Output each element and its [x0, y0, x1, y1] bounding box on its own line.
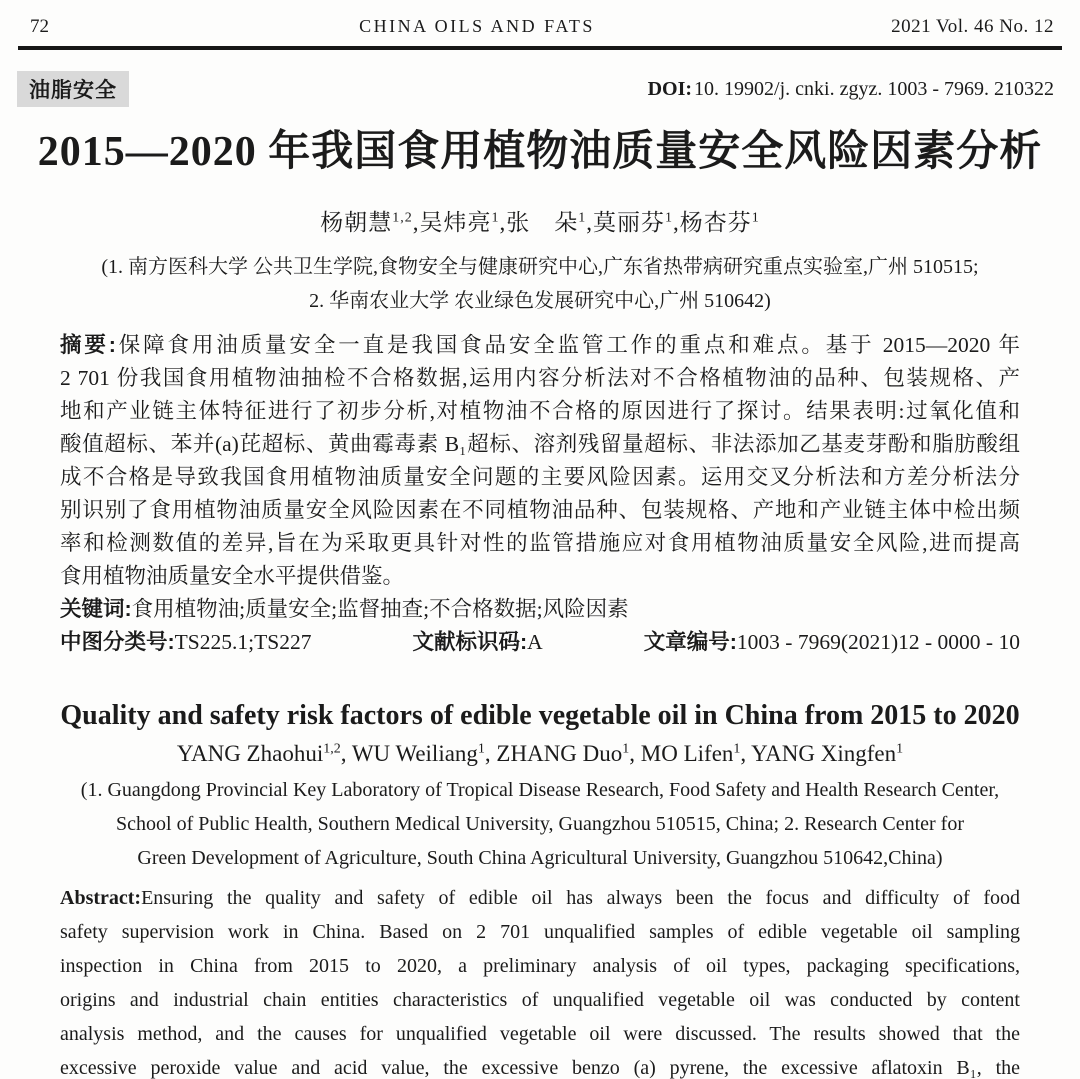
abstract-last-line-cn: 食用植物油质量安全水平提供借鉴。 — [60, 563, 405, 588]
authors-en: YANG Zhaohui$^{1,2}$, WU Weiliang$^1$, ZHANG Duo$^1$, MO Lifen$^1$, YANG Xingfen$^1$ — [176, 741, 904, 767]
article-id-label: 文章编号: — [643, 629, 737, 654]
header-rule — [18, 46, 1062, 50]
clc-row — [60, 626, 1020, 659]
article-title-cn: 2015—2020 年我国食用植物油质量安全风险因素分析 — [37, 129, 1043, 175]
doi — [648, 78, 1054, 101]
author: MO Lifen$^1$ — [640, 741, 741, 767]
keywords-text: 食用植物油;质量安全;监督抽查;不合格数据;风险因素 — [131, 596, 629, 621]
clc-number — [60, 626, 311, 659]
authors-cn: 杨朝慧$^{1,2}$,吴炜亮$^1$,张 朵$^1$,莫丽芬$^1$,杨杏芬$^1$ — [320, 209, 760, 235]
doi-label: DOI: — [647, 77, 693, 100]
author: 吴炜亮$^1$ — [419, 209, 500, 235]
text-line: (1. Guangdong Provincial Key Laboratory of Tropical Disease Research, Food Safety and Health Research Center, — [80, 779, 1000, 802]
text-line: 2. 华南农业大学 农业绿色发展研究中心,广州 510642) — [309, 289, 771, 312]
article-id — [644, 626, 1020, 659]
author: 杨朝慧$^{1,2}$ — [320, 209, 413, 235]
text-line: 地和产业链主体特征进行了初步分析,对植物油不合格的原因进行了探讨。结果表明:过氧化值和 — [60, 398, 1020, 423]
abstract-text-cn: 保障食用油质量安全一直是我国食品安全监管工作的重点和难点。基于 2015—2020 年 — [115, 332, 1020, 357]
keywords-label: 关键词: — [60, 596, 132, 621]
badge-doi-row — [17, 71, 1054, 107]
text-line: origins and industrial chain entities characteristics of unqualified vegetable oil was conducted by content — [60, 989, 1020, 1012]
issue-info: 2021 Vol. 46 No. 12 — [891, 16, 1054, 37]
document-code — [413, 626, 543, 659]
text-line: School of Public Health, Southern Medical University, Guangzhou 510515, China; 2. Research Center for — [116, 813, 964, 836]
article-title-en: Quality and safety risk factors of edible vegetable oil in China from 2015 to 2020 — [60, 699, 1020, 731]
author: WU Weiliang$^1$ — [351, 741, 485, 767]
affiliation-en — [0, 773, 1080, 875]
text-line: 率和检测数值的差异,旨在为采取更具针对性的监管措施应对食用植物油质量安全风险,进而提高 — [60, 530, 1020, 555]
abstract-text-en: Ensuring the quality and safety of edible oil has always been the focus and difficulty of food — [141, 887, 1020, 910]
abstract-en — [60, 881, 1020, 1079]
text-line: inspection in China from 2015 to 2020, a preliminary analysis of oil types, packaging specifications, — [60, 955, 1020, 978]
abstract-label-en: Abstract: — [60, 887, 142, 910]
text-line: analysis method, and the causes for unqualified vegetable oil were discussed. The results showed that the — [60, 1023, 1020, 1046]
text-line: safety supervision work in China. Based on 2 701 unqualified samples of edible vegetable oil sampling — [60, 921, 1020, 944]
text-line: 成不合格是导致我国食用植物油质量安全问题的主要风险因素。运用交叉分析法和方差分析法分 — [60, 464, 1020, 489]
text-line: excessive peroxide value and acid value, the excessive benzo (a) pyrene, the excessive aflatoxin B₁, the — [60, 1057, 1020, 1079]
clc-value: TS225.1;TS227 — [174, 629, 312, 654]
abstract-label-cn: 摘要: — [60, 332, 116, 357]
abstract-lines-en — [60, 915, 1020, 1079]
article-id-value: 1003 - 7969(2021)12 - 0000 - 10 — [736, 629, 1020, 654]
abstract-first-line-en — [60, 881, 1020, 915]
abstract-cn — [60, 329, 1020, 659]
author: ZHANG Duo$^1$ — [496, 741, 630, 767]
document-code-label: 文献标识码: — [412, 629, 528, 654]
text-line: 2 701 份我国食用植物油抽检不合格数据,运用内容分析法对不合格植物油的品种、包装规格、产 — [60, 365, 1020, 390]
abstract-lines-cn — [60, 362, 1020, 560]
clc-label: 中图分类号: — [60, 629, 175, 654]
author: 莫丽芬$^1$ — [593, 209, 673, 235]
author: YANG Xingfen$^1$ — [751, 741, 904, 767]
author: 张 朵$^1$ — [506, 209, 587, 235]
text-line: 酸值超标、苯并(a)芘超标、黄曲霉毒素 B₁超标、溶剂残留量超标、非法添加乙基麦芽酚和脂肪酸组 — [60, 431, 1020, 456]
abstract-first-line-cn — [60, 329, 1020, 362]
keywords-cn — [60, 593, 1020, 626]
author: 杨杏芬$^1$ — [679, 209, 760, 235]
running-head — [0, 0, 1080, 38]
page-number: 72 — [30, 16, 49, 37]
doi-value: 10. 19902/j. cnki. zgyz. 1003 - 7969. 210322 — [694, 77, 1054, 100]
column-badge: 油脂安全 — [17, 71, 129, 107]
affiliation-cn — [0, 250, 1080, 318]
text-line: Green Development of Agriculture, South China Agricultural University, Guangzhou 510642,China) — [137, 847, 943, 870]
journal-name: CHINA OILS AND FATS — [359, 16, 595, 36]
document-code-value: A — [527, 629, 543, 654]
author: YANG Zhaohui$^{1,2}$ — [176, 741, 341, 767]
text-line: (1. 南方医科大学 公共卫生学院,食物安全与健康研究中心,广东省热带病研究重点实验室,广州 510515; — [101, 255, 979, 278]
text-line: 别识别了食用植物油质量安全风险因素在不同植物油品种、包装规格、产地和产业链主体中检出频 — [60, 497, 1020, 522]
